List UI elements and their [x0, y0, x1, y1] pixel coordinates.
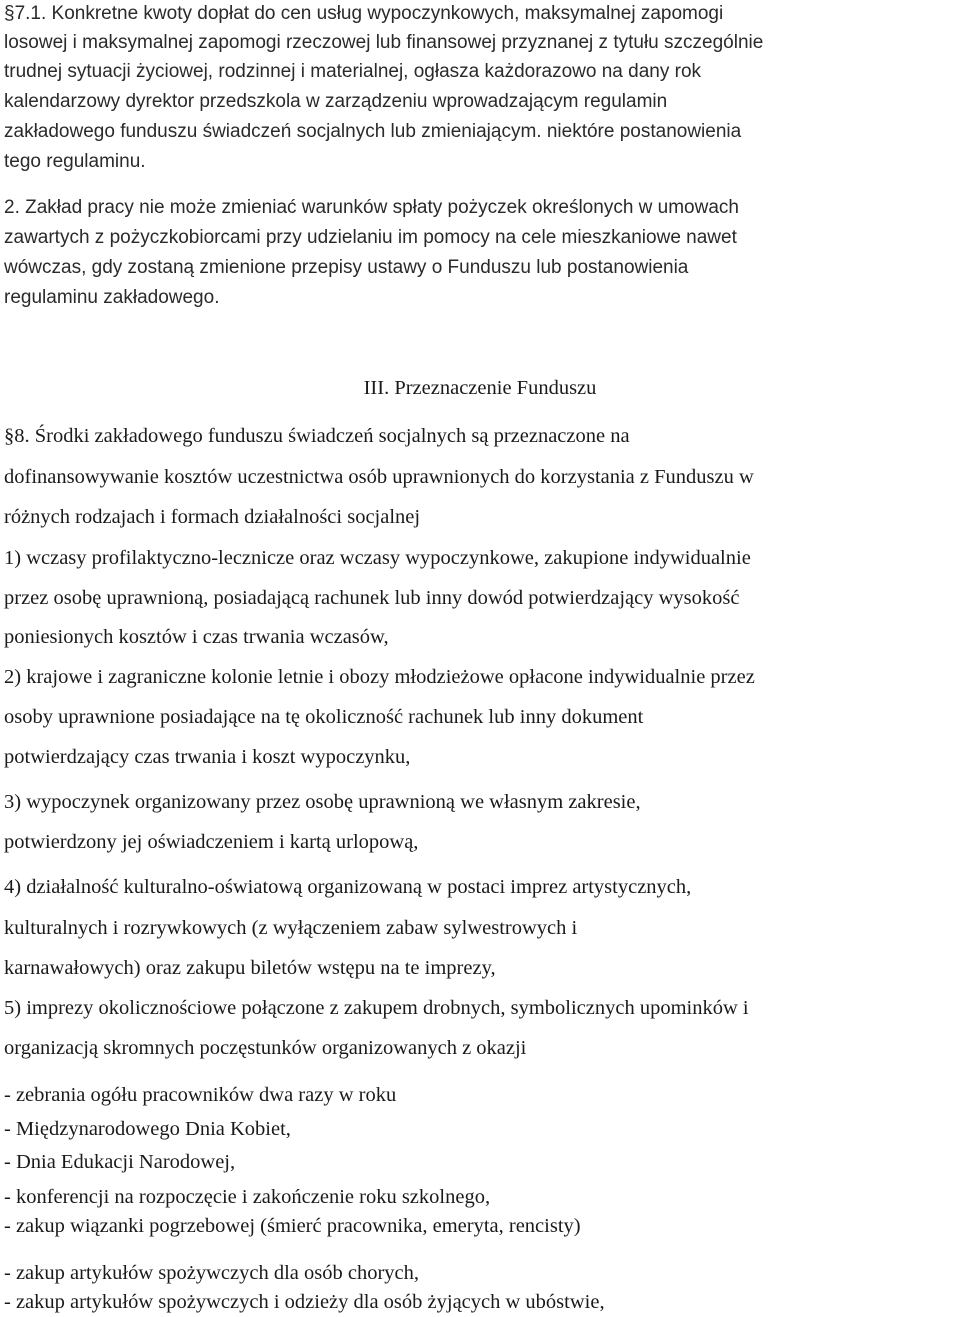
text-line: 4) działalność kulturalno-oświatową organizowaną w postaci imprez artystycznych,: [4, 876, 692, 898]
text-line: losowej i maksymalnej zapomogi rzeczowej lub finansowej przyznanej z tytułu szczególnie: [4, 32, 764, 53]
text-line: kalendarzowy dyrektor przedszkola w zarządzeniu wprowadzającym regulamin: [4, 91, 668, 112]
text-line: tego regulaminu.: [4, 151, 146, 172]
text-line: potwierdzony jej oświadczeniem i kartą urlopową,: [4, 831, 419, 853]
text-line: potwierdzający czas trwania i koszt wypoczynku,: [4, 746, 411, 768]
text-line: 2. Zakład pracy nie może zmieniać warunków spłaty pożyczek określonych w umowach: [4, 197, 739, 218]
text-line: wówczas, gdy zostaną zmienione przepisy ustawy o Funduszu lub postanowienia: [4, 257, 689, 278]
text-line: §8. Środki zakładowego funduszu świadczeń socjalnych są przeznaczone na: [4, 425, 630, 447]
text-line: zakładowego funduszu świadczeń socjalnych lub zmieniającym. niektóre postanowienia: [4, 121, 742, 142]
text-line: 1) wczasy profilaktyczno-lecznicze oraz wczasy wypoczynkowe, zakupione indywidualnie: [4, 547, 751, 569]
text-line: karnawałowych) oraz zakupu biletów wstępu na te imprezy,: [4, 957, 496, 979]
list-item: - zakup artykułów spożywczych i odzieży dla osób żyjących w ubóstwie,: [4, 1291, 605, 1313]
text-line: przez osobę uprawnioną, posiadającą rachunek lub inny dowód potwierdzający wysokość: [4, 587, 740, 609]
section-heading: III. Przeznaczenie Funduszu: [363, 377, 597, 399]
list-item: - konferencji na rozpoczęcie i zakończenie roku szkolnego,: [4, 1186, 491, 1208]
text-line: 2) krajowe i zagraniczne kolonie letnie i obozy młodzieżowe opłacone indywidualnie przez: [4, 666, 755, 688]
text-line: zawartych z pożyczkobiorcami przy udzielaniu im pomocy na cele mieszkaniowe nawet: [4, 227, 737, 248]
text-line: 5) imprezy okolicznościowe połączone z zakupem drobnych, symbolicznych upominków i: [4, 997, 749, 1019]
text-line: 3) wypoczynek organizowany przez osobę uprawnioną we własnym zakresie,: [4, 791, 641, 813]
text-line: §7.1. Konkretne kwoty dopłat do cen usług wypoczynkowych, maksymalnej zapomogi: [4, 3, 724, 24]
list-item: - Międzynarodowego Dnia Kobiet,: [4, 1118, 291, 1140]
list-item: - Dnia Edukacji Narodowej,: [4, 1151, 236, 1173]
list-item: - zakup artykułów spożywczych dla osób chorych,: [4, 1262, 419, 1284]
list-item: - zebrania ogółu pracowników dwa razy w roku: [4, 1084, 397, 1106]
text-line: trudnej sytuacji życiowej, rodzinnej i materialnej, ogłasza każdorazowo na dany rok: [4, 61, 702, 82]
text-line: organizacją skromnych poczęstunków organizowanych z okazji: [4, 1037, 527, 1059]
text-line: kulturalnych i rozrywkowych (z wyłączeniem zabaw sylwestrowych i: [4, 917, 578, 939]
text-line: osoby uprawnione posiadające na tę okoliczność rachunek lub inny dokument: [4, 706, 644, 728]
list-item: - zakup wiązanki pogrzebowej (śmierć pracownika, emeryta, rencisty): [4, 1215, 581, 1237]
text-line: dofinansowywanie kosztów uczestnictwa osób uprawnionych do korzystania z Funduszu w: [4, 466, 754, 488]
text-line: różnych rodzajach i formach działalności socjalnej: [4, 506, 421, 528]
text-line: poniesionych kosztów i czas trwania wczasów,: [4, 626, 389, 648]
text-line: regulaminu zakładowego.: [4, 287, 220, 308]
